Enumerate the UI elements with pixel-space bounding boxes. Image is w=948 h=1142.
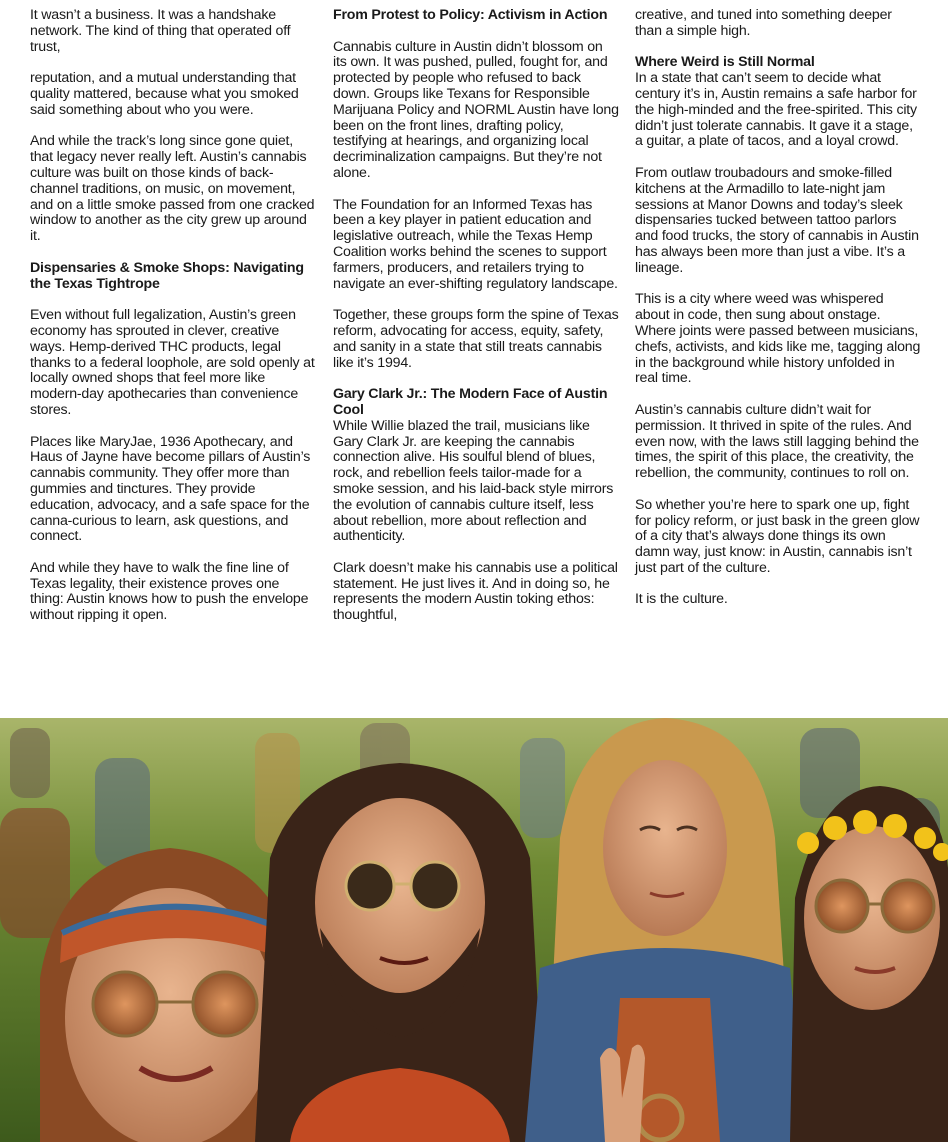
paragraph: And while the track’s long since gone quiet, that legacy never really left. Austin’s cannabis culture was built on those kinds of back-channel traditions, on music, on movement, and on a little smoke passed from one cracked window to another as the city grew up around it. (30, 133, 315, 245)
column-2 (333, 8, 619, 640)
column-3 (635, 8, 921, 624)
paragraph: It wasn’t a business. It was a handshake network. The kind of thing that operated off trust, (30, 7, 291, 55)
column-1 (30, 8, 316, 640)
section-heading: Dispensaries & Smoke Shops: Navigating the Texas Tightrope (30, 259, 304, 292)
paragraph: And while they have to walk the fine line of Texas legality, their existence proves one thing: Austin knows how to push the envelope without ripping it open. (30, 559, 309, 624)
paragraph: The Foundation for an Informed Texas has been a key player in patient education and legislative outreach, while the Texas Hemp Coalition works behind the scenes to support farmers, producers, and retailers trying to navigate an ever-shifting regulatory landscape. (333, 196, 618, 292)
paragraph: So whether you’re here to spark one up, fight for policy reform, or just bask in the green glow of a city that’s always done things its own damn way, just know: in Austin, cannabis isn’t just part of the culture. (635, 496, 920, 576)
hippie-group-photo (0, 718, 948, 1142)
paragraph: Austin’s cannabis culture didn’t wait for permission. It thrived in spite of the rules. And even now, with the laws still lagging behind the times, the spirit of this place, the creativity, the rebellion, the community, continues to roll on. (635, 401, 919, 482)
paragraph: Cannabis culture in Austin didn’t blossom on its own. It was pushed, pulled, fought for, and protected by people who refused to back down. Groups like Texans for Responsible Marijuana Policy and NORML Austin have long been on the front lines, drafting policy, testifying at hearings, and organizing local decriminalization campaigns. But they’re not alone. (333, 38, 619, 181)
paragraph: Clark doesn’t make his cannabis use a political statement. He just lives it. And in doing so, he represents the modern Austin toking ethos: thoughtful, (333, 559, 618, 624)
paragraph: creative, and tuned into something deeper than a simple high. (635, 7, 892, 39)
paragraph: This is a city where weed was whispered about in code, then sung about onstage. Where joints were passed between musicians, chefs, activists, and kids like me, tagging along in the background while history unfolded in real time. (635, 291, 921, 387)
paragraph: While Willie blazed the trail, musicians like Gary Clark Jr. are keeping the cannabis connection alive. His soulful blend of blues, rock, and rebellion feels tailor-made for a smoke session, and his laid-back style mirrors the evolution of cannabis culture itself, less about rebellion, more about reflection and authenticity. (333, 417, 614, 545)
paragraph: It is the culture. (635, 591, 728, 608)
paragraph: Even without full legalization, Austin’s green economy has sprouted in clever, creative ways. Hemp-derived THC products, legal thanks to a federal loophole, are sold openly at locally owned shops that feel more like modern-day apothecaries than convenience stores. (30, 307, 315, 418)
paragraph: In a state that can’t seem to decide what century it’s in, Austin remains a safe harbor for the high-minded and the free-spirited. This city didn’t just tolerate cannabis. It gave it a stage, a guitar, a plate of tacos, and a loyal crowd. (635, 70, 917, 150)
photo-illustration (0, 718, 948, 1142)
section-heading: Where Weird is Still Normal (635, 54, 815, 71)
section-heading: Gary Clark Jr.: The Modern Face of Austin Cool (333, 386, 608, 418)
paragraph: Places like MaryJae, 1936 Apothecary, and Haus of Jayne have become pillars of Austin’s cannabis community. They offer more than gummies and tinctures. They provide education, advocacy, and a safe space for the canna-curious to learn, ask questions, and connect. (30, 433, 311, 545)
section-heading: From Protest to Policy: Activism in Action (333, 7, 608, 23)
paragraph: reputation, and a mutual understanding that quality mattered, because what you smoked said something about who you were. (30, 70, 299, 118)
paragraph: Together, these groups form the spine of Texas reform, advocating for access, equity, safety, and sanity in a state that still treats cannabis like it’s 1994. (333, 307, 619, 371)
paragraph: From outlaw troubadours and smoke-filled kitchens at the Armadillo to late-night jam sessions at Manor Downs and today’s sleek dispensaries tucked between tattoo parlors and food trucks, the story of cannabis in Austin has always been more than just a vibe. It’s a lineage. (635, 164, 919, 276)
